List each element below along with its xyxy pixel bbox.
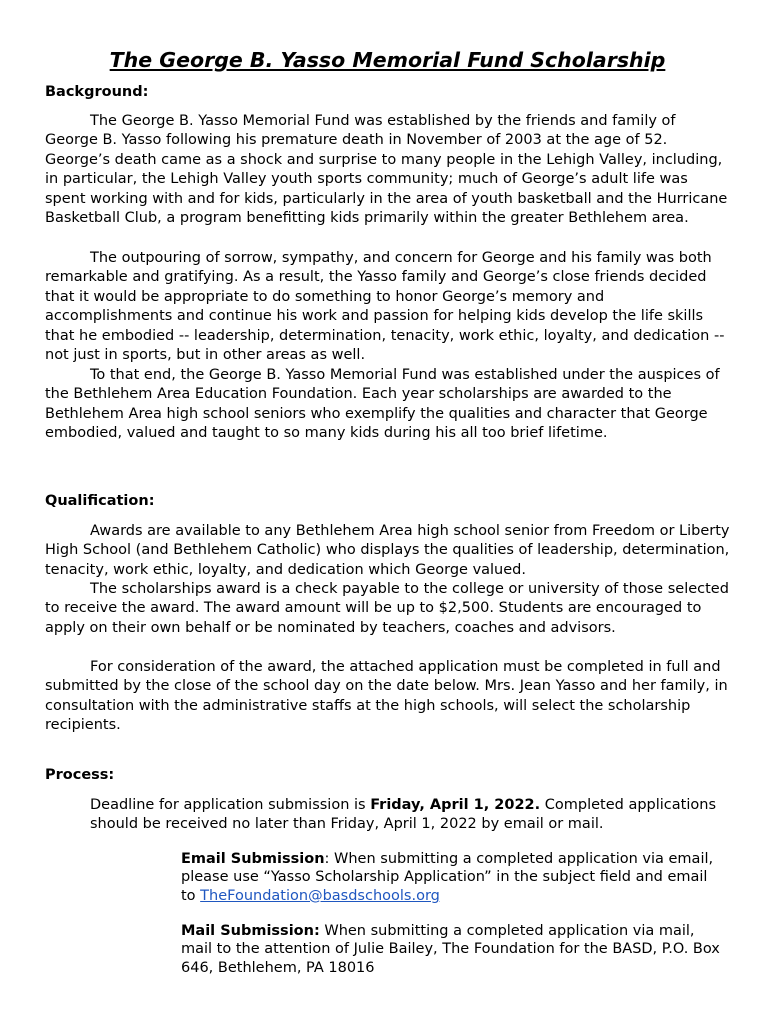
mail-submission-paragraph — [181, 922, 726, 977]
email-submission-label: Email Submission — [181, 851, 325, 867]
deadline-paragraph — [90, 796, 735, 834]
foundation-email-link[interactable]: TheFoundation@basdschools.org — [200, 887, 440, 904]
background-paragraph-2: The outpouring of sorrow, sympathy, and concern for George and his family was both remarkable and gratifying. As a result, the Yasso family and George’s close friends decided that it would be appropriate to do something to honor George’s memory and accomplishments and continue his work and passion for helping kids develop the life skills that he embodied -- leadership, determination, tenacity, work ethic, loyalty, and dedication -- not just in sports, but in other areas as well. — [45, 250, 725, 364]
background-paragraph-1: The George B. Yasso Memorial Fund was established by the friends and family of George B. Yasso following his premature death in November of 2003 at the age of 52. George’s death came as a shock and surprise to many people in the Lehigh Valley, including, in particular, the Lehigh Valley youth sports community; much of George’s adult life was spent working with and for kids, particularly in the area of youth basketball and the Hurricane Basketball Club, a program benefitting kids primarily within the greater Bethlehem area. — [45, 113, 728, 227]
qualification-heading: Qualification: — [45, 493, 155, 509]
mail-submission-text: When submitting a completed application via mail, mail to the attention of Julie Bailey, The Foundation for the BASD, P.O. Box 646, Bethlehem, PA 18016 — [181, 923, 720, 976]
background-heading: Background: — [45, 84, 149, 100]
email-submission-paragraph — [181, 850, 726, 905]
qualification-paragraph-1: Awards are available to any Bethlehem Area high school senior from Freedom or Liberty High School (and Bethlehem Catholic) who displays the qualities of leadership, determination, tenacity, work ethic, loyalty, and dedication which George valued. — [45, 523, 730, 578]
deadline-suffix: Completed applications should be received no later than Friday, April 1, 2022 by email or mail. — [90, 797, 716, 833]
qualification-paragraph-2: The scholarships award is a check payable to the college or university of those selected to receive the award. The award amount will be up to $2,500. Students are encouraged to apply on their own behalf or be nominated by teachers, coaches and advisors. — [45, 581, 729, 636]
qualification-paragraph-3: For consideration of the award, the attached application must be completed in full and submitted by the close of the school day on the date below. Mrs. Jean Yasso and her family, in consultation with the administrative staffs at the high schools, will select the scholarship recipients. — [45, 659, 728, 734]
document-title: The George B. Yasso Memorial Fund Scholarship — [109, 48, 666, 72]
process-heading: Process: — [45, 767, 115, 783]
email-submission-text: : When submitting a completed application via email, please use “Yasso Scholarship Application” in the subject field and email to — [181, 851, 714, 904]
deadline-date: Friday, April 1, 2022. — [370, 797, 541, 813]
deadline-prefix: Deadline for application submission is — [90, 797, 371, 813]
mail-submission-label: Mail Submission: — [181, 923, 320, 939]
background-paragraph-3: To that end, the George B. Yasso Memorial Fund was established under the auspices of the Bethlehem Area Education Foundation. Each year scholarships are awarded to the Bethlehem Area high school seniors who exemplify the qualities and character that George embodied, valued and taught to so many kids during his all too brief lifetime. — [45, 367, 720, 442]
